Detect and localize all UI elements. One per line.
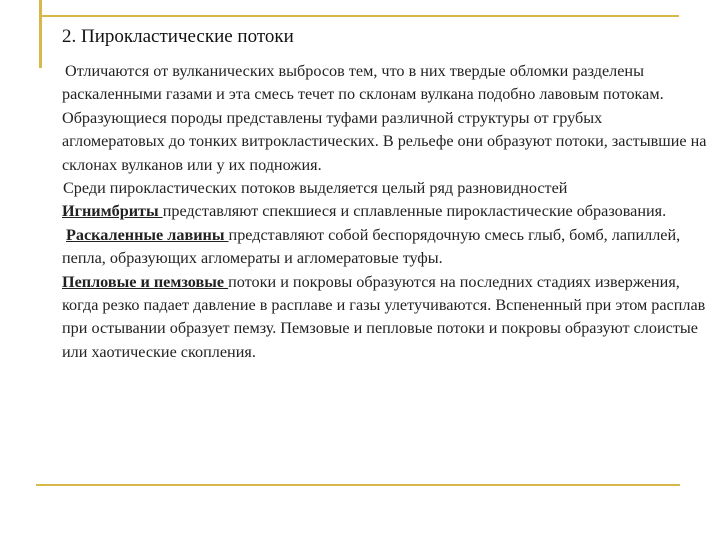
paragraph-ash-pumice	[62, 271, 708, 365]
paragraph-varieties-intro: Среди пирокластических потоков выделяется целый ряд разновидностей	[63, 179, 568, 198]
paragraph-description: Отличаются от вулканических выбросов тем, что в них твердые обломки разделены раскаленными газами и эта смесь течет по склонам вулкана подобно лавовым потокам. Образующиеся породы представлены туфами различной структуры от грубых агломератовых до тонких витрокластических. В рельефе они образуют потоки, застывшие на склонах вулканов или у их подножия.	[62, 62, 707, 174]
slide-body	[62, 60, 708, 364]
term-hot-avalanches: Раскаленные лавины	[66, 225, 229, 244]
term-ash-pumice: Пепловые и пемзовые	[62, 272, 229, 291]
top-rule	[39, 15, 679, 17]
ash-pumice-text: потоки и покровы образуются на последних стадиях извержения, когда резко падает давление в расплаве и газы улетучиваются. Вспененный при этом расплав при остывании образует пемзу. Пемзовые и пепловые потоки и покровы образуют слоистые или хаотические скопления.	[62, 272, 706, 361]
slide-title: 2. Пирокластические потоки	[62, 26, 294, 47]
ignimbrites-text: представляют спекшиеся и сплавленные пирокластические образования.	[162, 202, 667, 221]
hot-avalanches-text: представляют собой беспорядочную смесь глыб, бомб, лапиллей, пепла, образующих агломераты и агломератовые туфы.	[62, 225, 681, 268]
paragraph-ignimbrites	[62, 200, 708, 223]
bottom-rule	[36, 484, 680, 486]
left-accent-line	[39, 0, 42, 68]
paragraph-hot-avalanches	[62, 224, 708, 271]
term-ignimbrites: Игнимбриты	[62, 202, 163, 221]
